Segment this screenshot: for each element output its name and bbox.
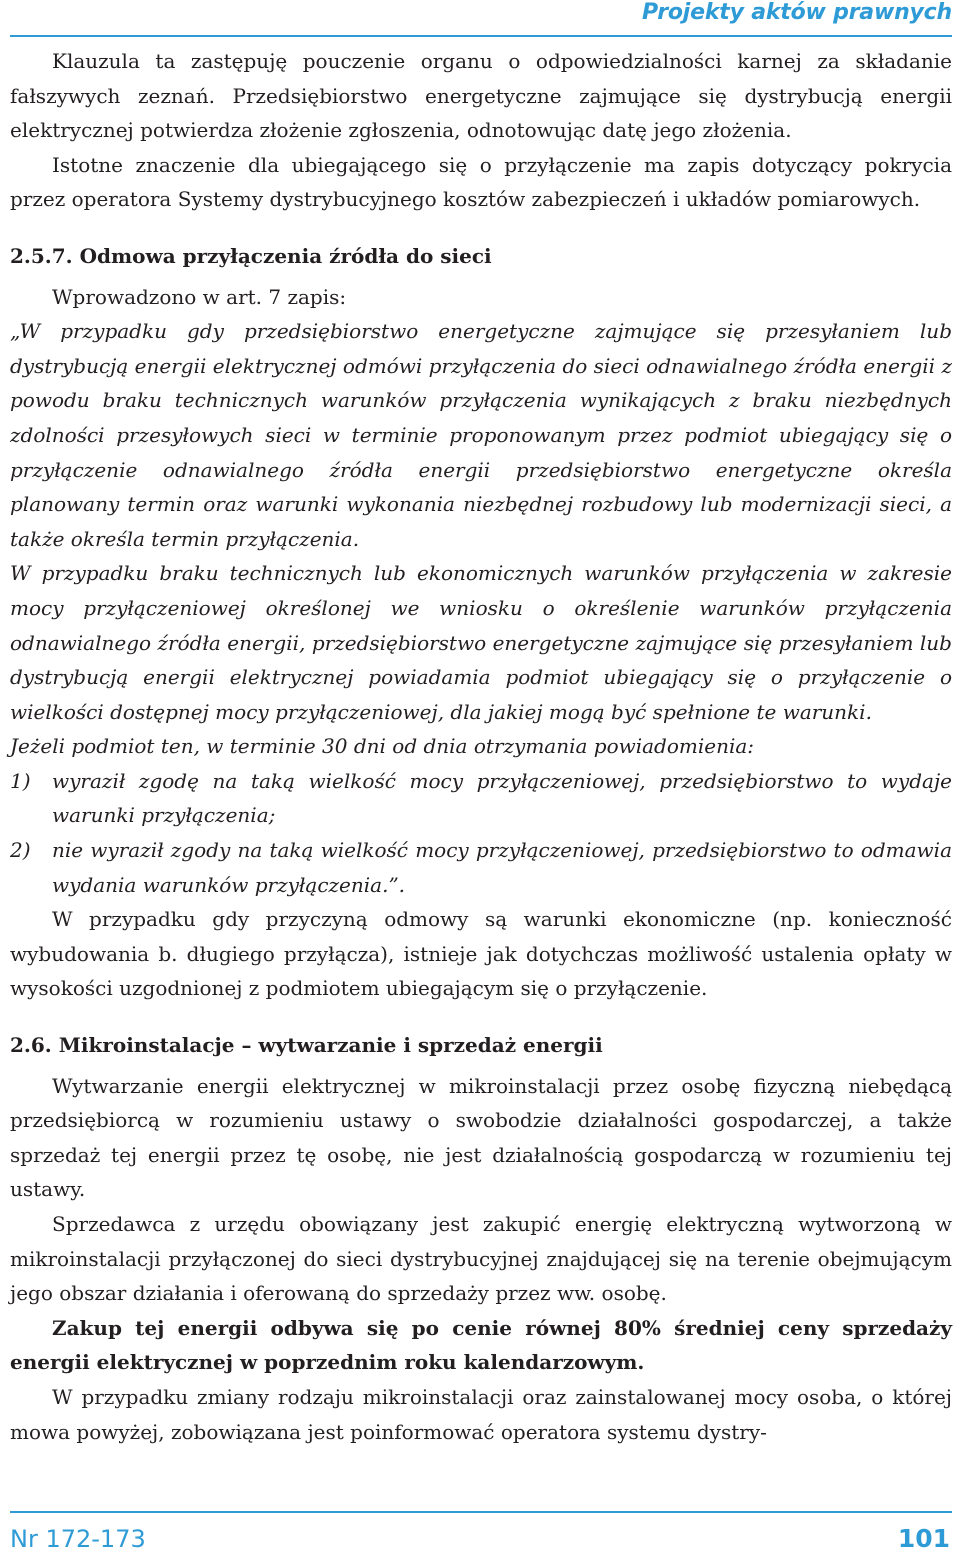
paragraph: Wprowadzono w art. 7 zapis:	[52, 284, 347, 309]
list-item	[10, 764, 952, 833]
section-heading: 2.5.7. Odmowa przyłączenia źródła do sieci	[10, 243, 492, 268]
quoted-paragraph: W przypadku braku technicznych lub ekonomicznych warunków przyłączenia w zakresie mocy przyłączeniowej określonej we wniosku o określenie warunków przyłączenia odnawialnego źródła energii, przedsiębiorstwo energetyczne zajmujące się przesyłaniem lub dystrybucją energii elektrycznej powiadamia podmiot ubiegający się o przyłączenie o wielkości dostępnej mocy przyłączeniowej, dla jakiej mogą być spełnione te warunki.	[10, 561, 952, 724]
paragraph: Wytwarzanie energii elektrycznej w mikroinstalacji przez osobę fizyczną niebędącą przedsiębiorcą w rozumieniu ustawy o swobodzie działalności gospodarczej, a także sprzedaż tej energii przez tę osobę, nie jest działalnością gospodarczą w rozumieniu tej ustawy.	[10, 1073, 952, 1202]
paragraph: Klauzula ta zastępuję pouczenie organu o odpowiedzialności karnej za składanie fałszywych zeznań. Przedsiębiorstwo energetyczne zajmujące się dystrybucją energii elektrycznej potwierdza złożenie zgłoszenia, odnotowując datę jego złożenia.	[10, 49, 952, 143]
footer-divider	[10, 1511, 952, 1513]
list-item	[10, 833, 952, 902]
section-heading: 2.6. Mikroinstalacje – wytwarzanie i sprzedaż energii	[10, 1033, 603, 1058]
emphasized-paragraph: Zakup tej energii odbywa się po cenie równej 80% średniej ceny sprzedaży energii elektrycznej w poprzednim roku kalendarzowym.	[10, 1315, 952, 1375]
issue-number: Nr 172-173	[10, 1525, 146, 1553]
paragraph: W przypadku zmiany rodzaju mikroinstalacji oraz zainstalowanej mocy osoba, o której mowa powyżej, zobowiązana jest poinformować operatora systemu dystry-	[10, 1384, 952, 1444]
header-divider	[10, 35, 952, 37]
list-item-text: nie wyraził zgody na taką wielkość mocy przyłączeniowej, przedsiębiorstwo to odmawia wydania warunków przyłączenia.”.	[52, 838, 952, 897]
document-body	[10, 44, 952, 1449]
paragraph: Istotne znaczenie dla ubiegającego się o przyłączenie ma zapis dotyczący pokrycia przez operatora Systemy dystrybucyjnego kosztów zabezpieczeń i układów pomiarowych.	[10, 152, 952, 212]
paragraph: W przypadku gdy przyczyną odmowy są warunki ekonomiczne (np. konieczność wybudowania b. długiego przyłącza), istnieje jak dotychczas możliwość ustalenia opłaty w wysokości uzgodnionej z podmiotem ubiegającym się o przyłączenie.	[10, 907, 952, 1001]
page-number: 101	[897, 1524, 950, 1553]
paragraph: Sprzedawca z urzędu obowiązany jest zakupić energię elektryczną wytworzoną w mikroinstalacji przyłączonej do sieci dystrybucyjnej znajdującej się na terenie obejmującym jego obszar działania i oferowaną do sprzedaży przez ww. osobę.	[10, 1212, 952, 1306]
running-header-title: Projekty aktów prawnych	[642, 0, 952, 25]
quoted-paragraph: Jeżeli podmiot ten, w terminie 30 dni od dnia otrzymania powiadomienia:	[10, 734, 755, 759]
quoted-paragraph: „W przypadku gdy przedsiębiorstwo energetyczne zajmujące się przesyłaniem lub dystrybucją energii elektrycznej odmówi przyłączenia do sieci odnawialnego źródła energii z powodu braku technicznych warunków przyłączenia wynikających z braku niezbędnych zdolności przesyłowych sieci w terminie proponowanym przez podmiot ubiegający się o przyłączenie odnawialnego źródła energii przedsiębiorstwo energetyczne określa planowany termin oraz warunki wykonania niezbędnej rozbudowy lub modernizacji sieci, a także określa termin przyłączenia.	[10, 319, 952, 551]
list-item-number: 1)	[10, 768, 31, 793]
list-item-number: 2)	[10, 838, 31, 863]
list-item-text: wyraził zgodę na taką wielkość mocy przyłączeniowej, przedsiębiorstwo to wydaje warunki przyłączenia;	[52, 768, 952, 828]
